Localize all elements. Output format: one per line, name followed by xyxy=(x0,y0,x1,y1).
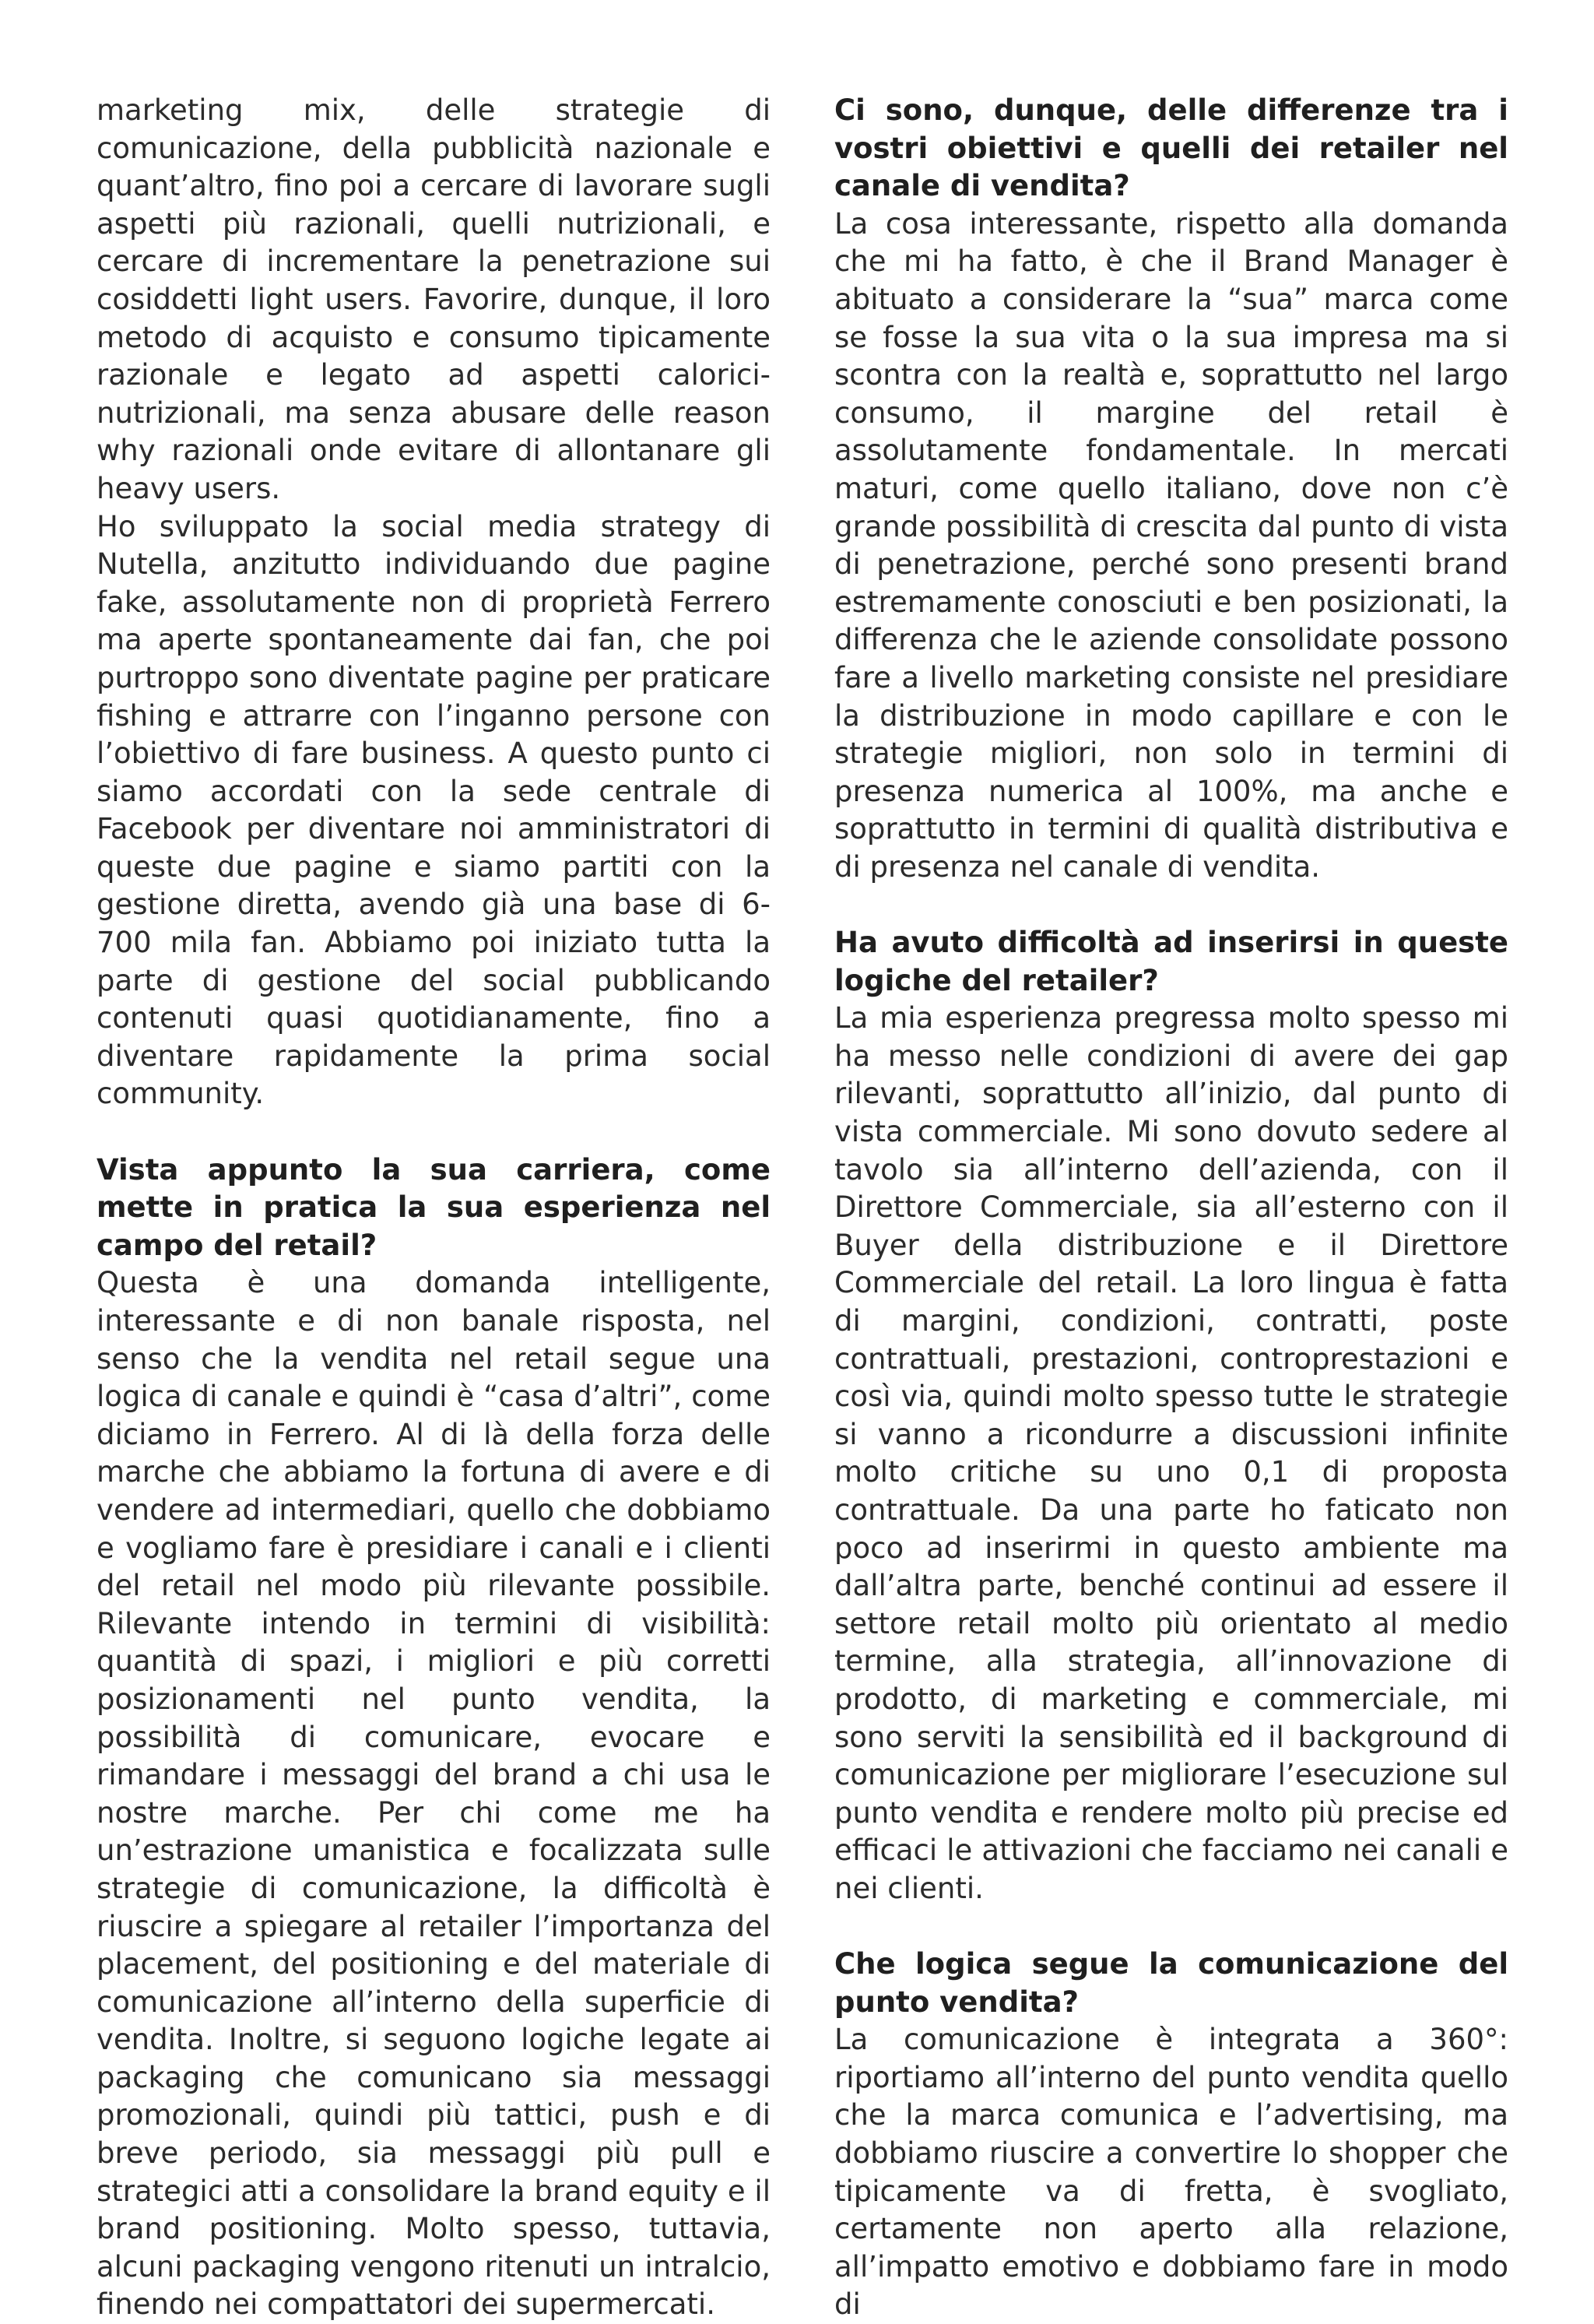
answer-point-of-sale-communication: La comunicazione è integrata a 360°: riportiamo all’interno del punto vendita quello che la marca comunica e l’advertising, ma dobbiamo riuscire a convertire lo shopper che tipicamente va di fretta, è svogliato, certamente non aperto alla relazione, all’impatto emotivo e dobbiamo fare in modo di xyxy=(834,2023,1508,2322)
right-column xyxy=(834,92,1508,2324)
answer-retail-experience: Questa è una domanda intelligente, interessante e di non banale risposta, nel senso che la vendita nel retail segue una logica di canale e quindi è “casa d’altri”, come diciamo in Ferrero. Al di là della forza delle marche che abbiamo la fortuna di avere e di vendere ad intermediari, quello che dobbiamo e vogliamo fare è presidiare i canali e i clienti del retail nel modo più rilevante possibile. Rilevante intendo in termini di visibilità: quantità di spazi, i migliori e più corretti posizionamenti nel punto vendita, la possibilità di comunicare, evocare e rimandare i messaggi del brand a chi usa le nostre marche. Per chi come me ha un’estrazione umanistica e focalizzata sulle strategie di comunicazione, la difficoltà è riuscire a spiegare al retailer l’importanza del placement, del positioning e del materiale di comunicazione all’interno della superficie di vendita. Inoltre, si seguono logiche legate ai packaging che comunicano sia messaggi promozionali, quindi più tattici, push e di breve periodo, sia messaggi più pull e strategici atti a consolidare la brand equity e il brand positioning. Molto spesso, tuttavia, alcuni packaging vengono ritenuti un intralcio, finendo nei compattatori dei supermercati. xyxy=(97,1266,771,2322)
paragraph-social-media-strategy: Ho sviluppato la social media strategy di Nutella, anzitutto individuando due pagine fake, assolutamente non di proprietà Ferrero ma aperte spontaneamente dai fan, che poi purtroppo sono diventate pagine per praticare fishing e attrarre con l’inganno persone con l’obiettivo di fare business. A questo punto ci siamo accordati con la sede centrale di Facebook per diventare noi amministratori di queste due pagine e siamo partiti con la gestione diretta, avendo già una base di 6-700 mila fan. Abbiamo poi iniziato tutta la parte di gestione del social pubblicando contenuti quasi quotidianamente, fino a diventare rapidamente la prima social community. xyxy=(97,509,771,1111)
question-retail-experience: Vista appunto la sua carriera, come mette in pratica la sua esperienza nel campo del retail? xyxy=(97,1152,771,1262)
answer-retailer-difficulties: La mia esperienza pregressa molto spesso mi ha messo nelle condizioni di avere dei gap rilevanti, soprattutto all’inizio, dal punto di vista commerciale. Mi sono dovuto sedere al tavolo sia all’interno dell’azienda, con il Direttore Commerciale, sia all’esterno con il Buyer della distribuzione e il Direttore Commerciale del retail. La loro lingua è fatta di margini, condizioni, contratti, poste contrattuali, prestazioni, controprestazioni e così via, quindi molto spesso tutte le strategie si vanno a ricondurre a discussioni infinite molto critiche su uno 0,1 di proposta contrattuale. Da una parte ho faticato non poco ad inserirmi in questo ambiente ma dall’altra parte, benché continui ad essere il settore retail molto più orientato al medio termine, alla strategia, all’innovazione di prodotto, di marketing e commerciale, mi sono serviti la sensibilità ed il background di comunicazione per migliorare l’esecuzione sul punto vendita e rendere molto più precise ed efficaci le attivazioni che facciamo nei canali e nei clienti. xyxy=(834,1001,1508,1905)
left-column xyxy=(97,92,771,2324)
paragraph-spacer xyxy=(834,886,1508,924)
paragraph-spacer xyxy=(834,1908,1508,1946)
answer-retailer-differences: La cosa interessante, rispetto alla domanda che mi ha fatto, è che il Brand Manager è abituato a considerare la “sua” marca come se fosse la sua vita o la sua impresa ma si scontra con la realtà e, soprattutto nel largo consumo, il margine del retail è assolutamente fondamentale. In mercati maturi, come quello italiano, dove non c’è grande possibilità di crescita dal punto di vista di penetrazione, perché sono presenti brand estremamente conosciuti e ben posizionati, la differenza che le aziende consolidate possono fare a livello marketing consiste nel presidiare la distribuzione in modo capillare e con le strategie migliori, non solo in termini di presenza numerica al 100%, ma anche e soprattutto in termini di qualità distributiva e di presenza nel canale di vendita. xyxy=(834,206,1508,884)
paragraph-marketing-mix: marketing mix, delle strategie di comunicazione, della pubblicità nazionale e quant’altro, fino poi a cercare di lavorare sugli aspetti più razionali, quelli nutrizionali, e cercare di incrementare la penetrazione sui cosiddetti light users. Favorire, dunque, il loro metodo di acquisto e consumo tipicamente razionale e legato ad aspetti calorici-nutrizionali, ma senza abusare delle reason why razionali onde evitare di allontanare gli heavy users. xyxy=(97,93,771,505)
question-retailer-differences: Ci sono, dunque, delle differenze tra i vostri obiettivi e quelli dei retailer nel canale di vendita? xyxy=(834,93,1508,203)
question-retailer-difficulties: Ha avuto difficoltà ad inserirsi in queste logiche del retailer? xyxy=(834,926,1508,997)
question-point-of-sale-communication: Che logica segue la comunicazione del punto vendita? xyxy=(834,1947,1508,2019)
paragraph-spacer xyxy=(97,1113,771,1151)
